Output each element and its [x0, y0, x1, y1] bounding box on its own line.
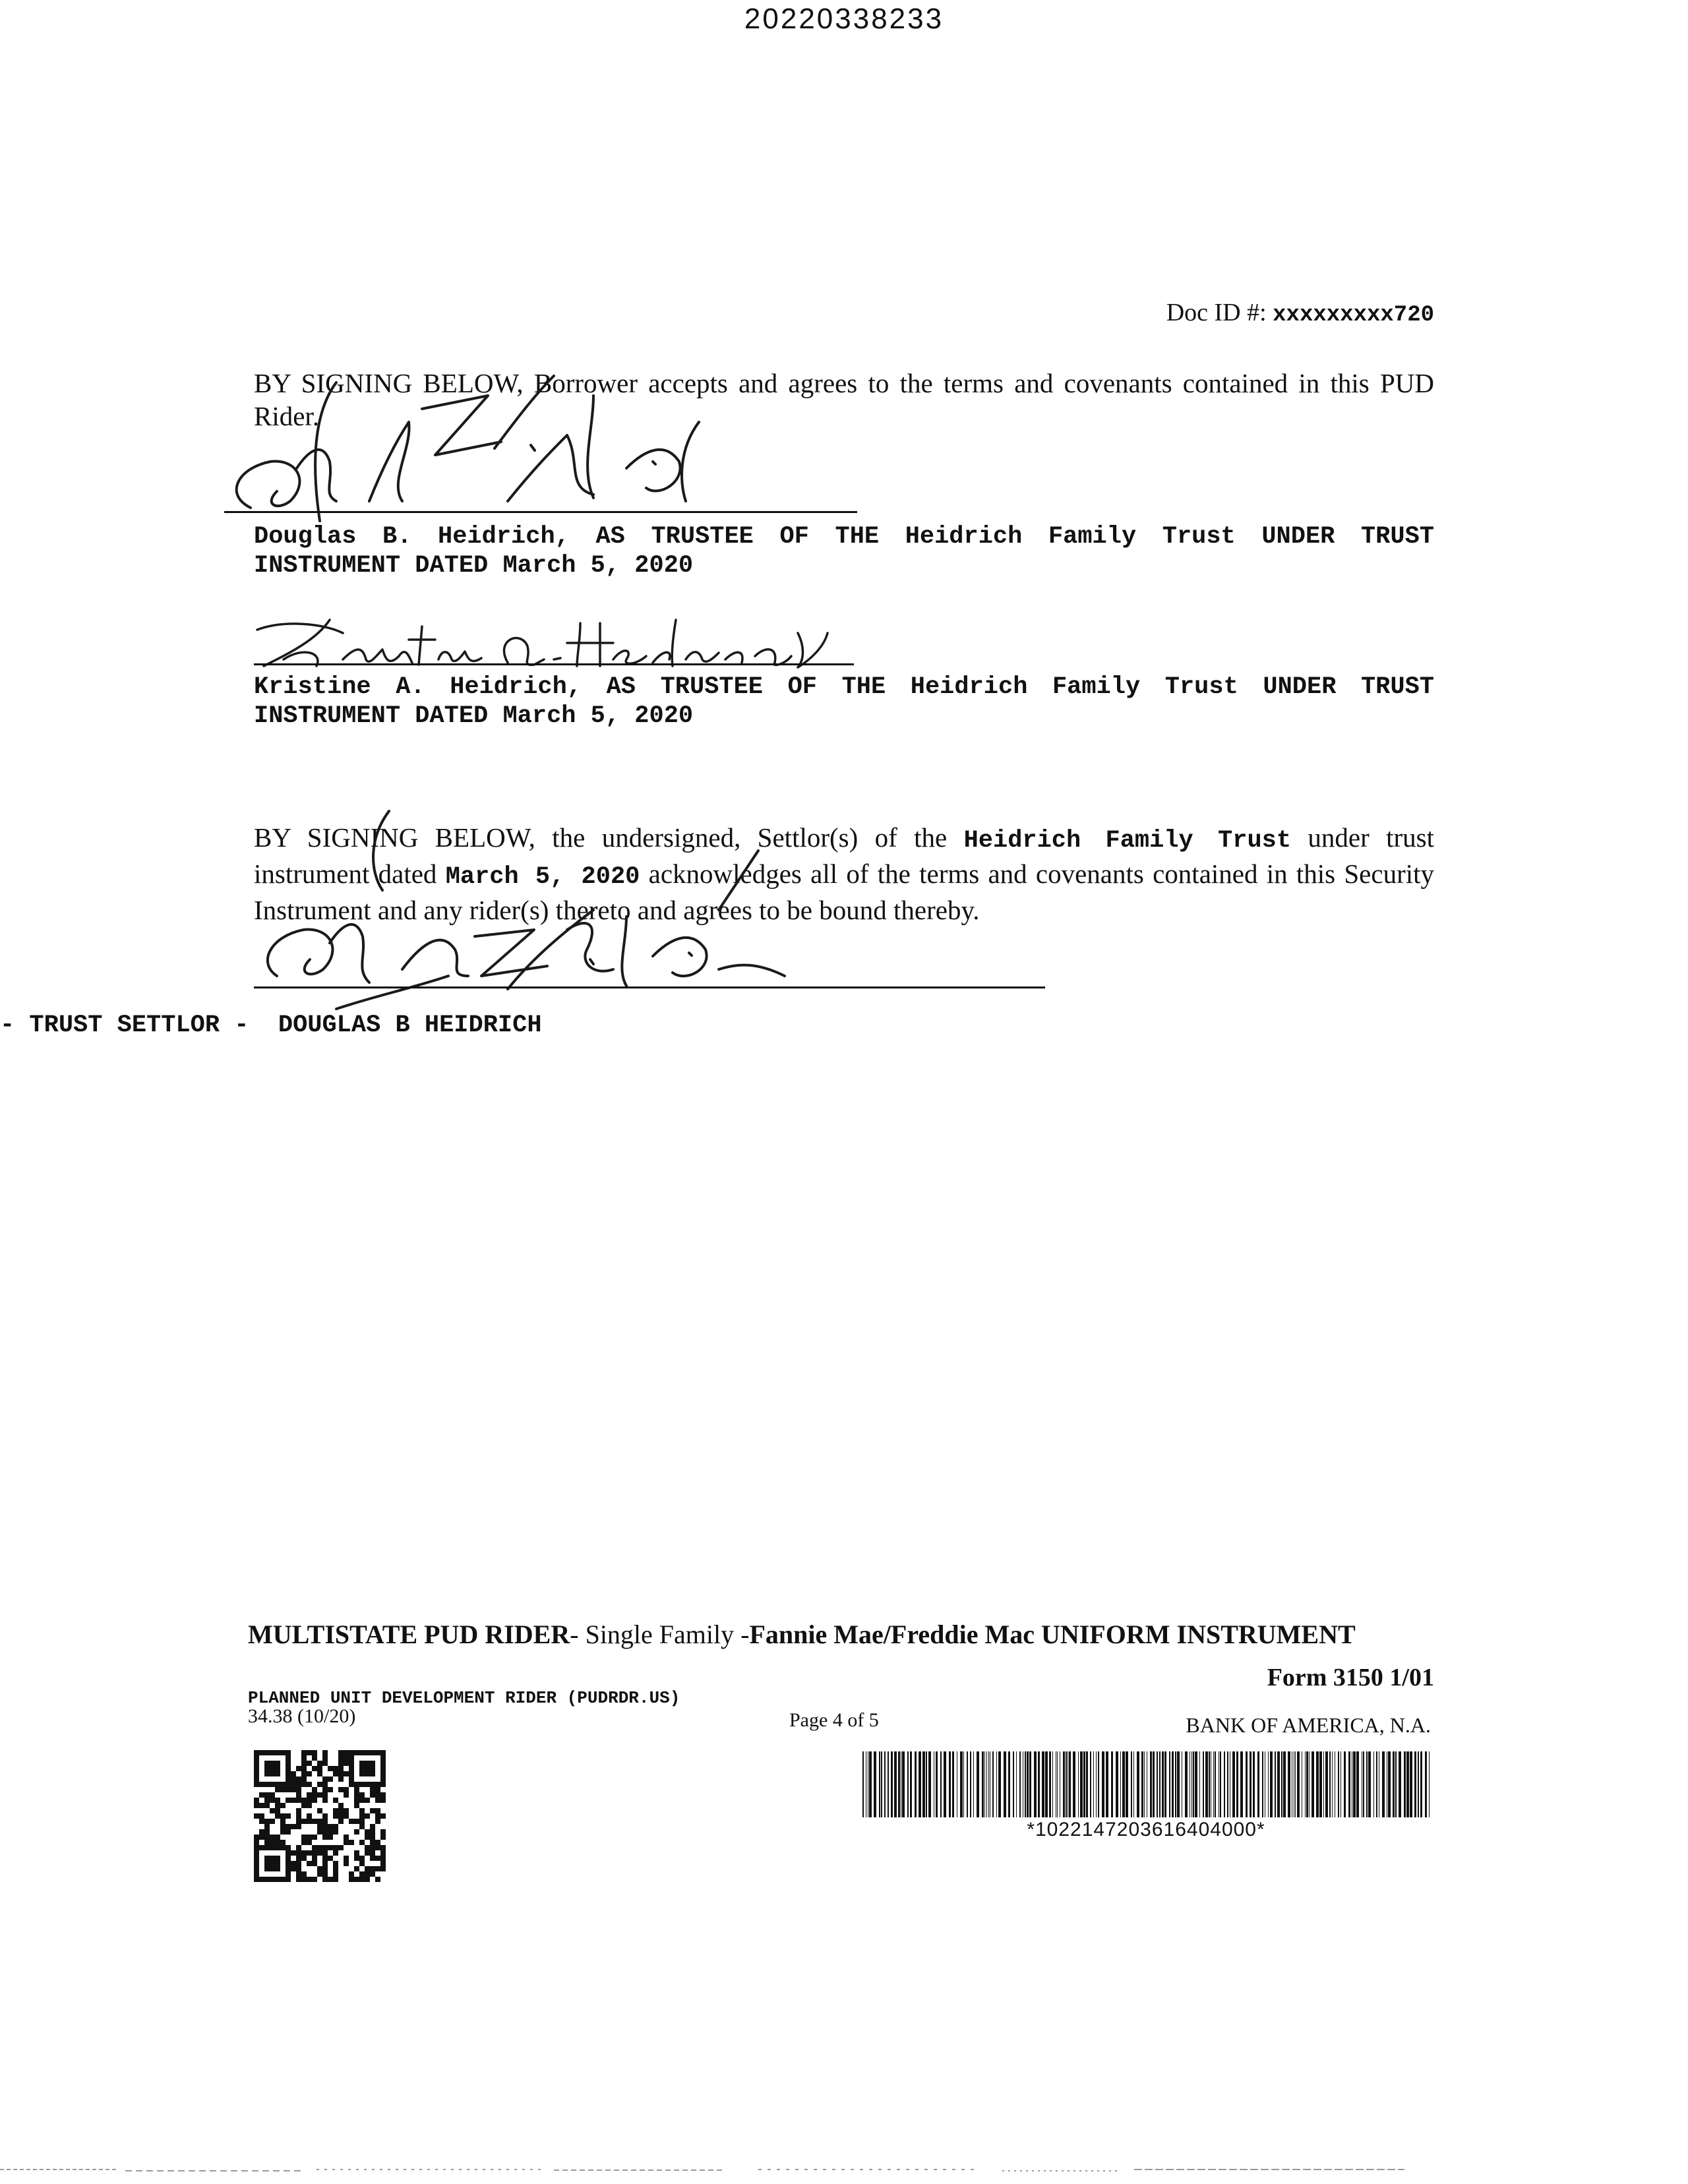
form-title-part-3: Fannie Mae/Freddie Mac UNIFORM INSTRUMENT	[749, 1620, 1356, 1649]
rider-name: PLANNED UNIT DEVELOPMENT RIDER (PUDRDR.US)	[248, 1688, 680, 1708]
doc-id	[1166, 298, 1434, 328]
lender-name: BANK OF AMERICA, N.A.	[1186, 1713, 1431, 1737]
settlor-text-1: BY SIGNING BELOW, the undersigned, Settlor(s) of the	[254, 822, 948, 853]
barcode-number: *1022147203616404000*	[1027, 1819, 1265, 1840]
barcode	[862, 1751, 1430, 1817]
signature-line	[254, 663, 854, 665]
settlor-text-3: acknowledges all of the terms and covenants contained in this Security Instrument and any rider(s) thereto and agrees to be bound thereby.	[254, 859, 1435, 925]
qr-code	[254, 1750, 386, 1882]
recording-number: 20220338233	[744, 3, 944, 35]
form-number: Form 3150 1/01	[1267, 1664, 1434, 1691]
signature-line	[254, 986, 1045, 988]
form-title-part-2: - Single Family -	[570, 1620, 750, 1649]
form-title-part-1: MULTISTATE PUD RIDER	[248, 1620, 570, 1649]
page-number: Page 4 of 5	[789, 1709, 879, 1731]
signer-name-kristine: Kristine A. Heidrich, AS TRUSTEE OF THE Heidrich Family Trust UNDER TRUST INSTRUMENT DATED March 5, 2020	[254, 673, 1449, 730]
doc-id-value: xxxxxxxxx720	[1273, 303, 1434, 328]
signature-line	[224, 511, 857, 513]
borrower-acceptance-statement: BY SIGNING BELOW, Borrower accepts and agrees to the terms and covenants contained in this PUD Rider.	[254, 368, 1434, 431]
trust-name: Heidrich Family Trust	[963, 827, 1292, 855]
scan-artifact	[0, 2156, 1688, 2183]
settlor-text-2: under trust instrument dated	[254, 822, 1435, 889]
trust-settlor-name: - TRUST SETTLOR - DOUGLAS B HEIDRICH	[0, 1012, 542, 1039]
form-title	[248, 1619, 1356, 1650]
settlor-acknowledgement	[254, 821, 1434, 926]
signer-name-douglas: Douglas B. Heidrich, AS TRUSTEE OF THE Heidrich Family Trust UNDER TRUST INSTRUMENT DATED March 5, 2020	[254, 523, 1449, 580]
rider-version: 34.38 (10/20)	[248, 1705, 356, 1727]
trust-date: March 5, 2020	[445, 863, 640, 891]
signature-kristine-heidrich	[244, 593, 837, 679]
doc-id-label: Doc ID #:	[1166, 299, 1267, 326]
